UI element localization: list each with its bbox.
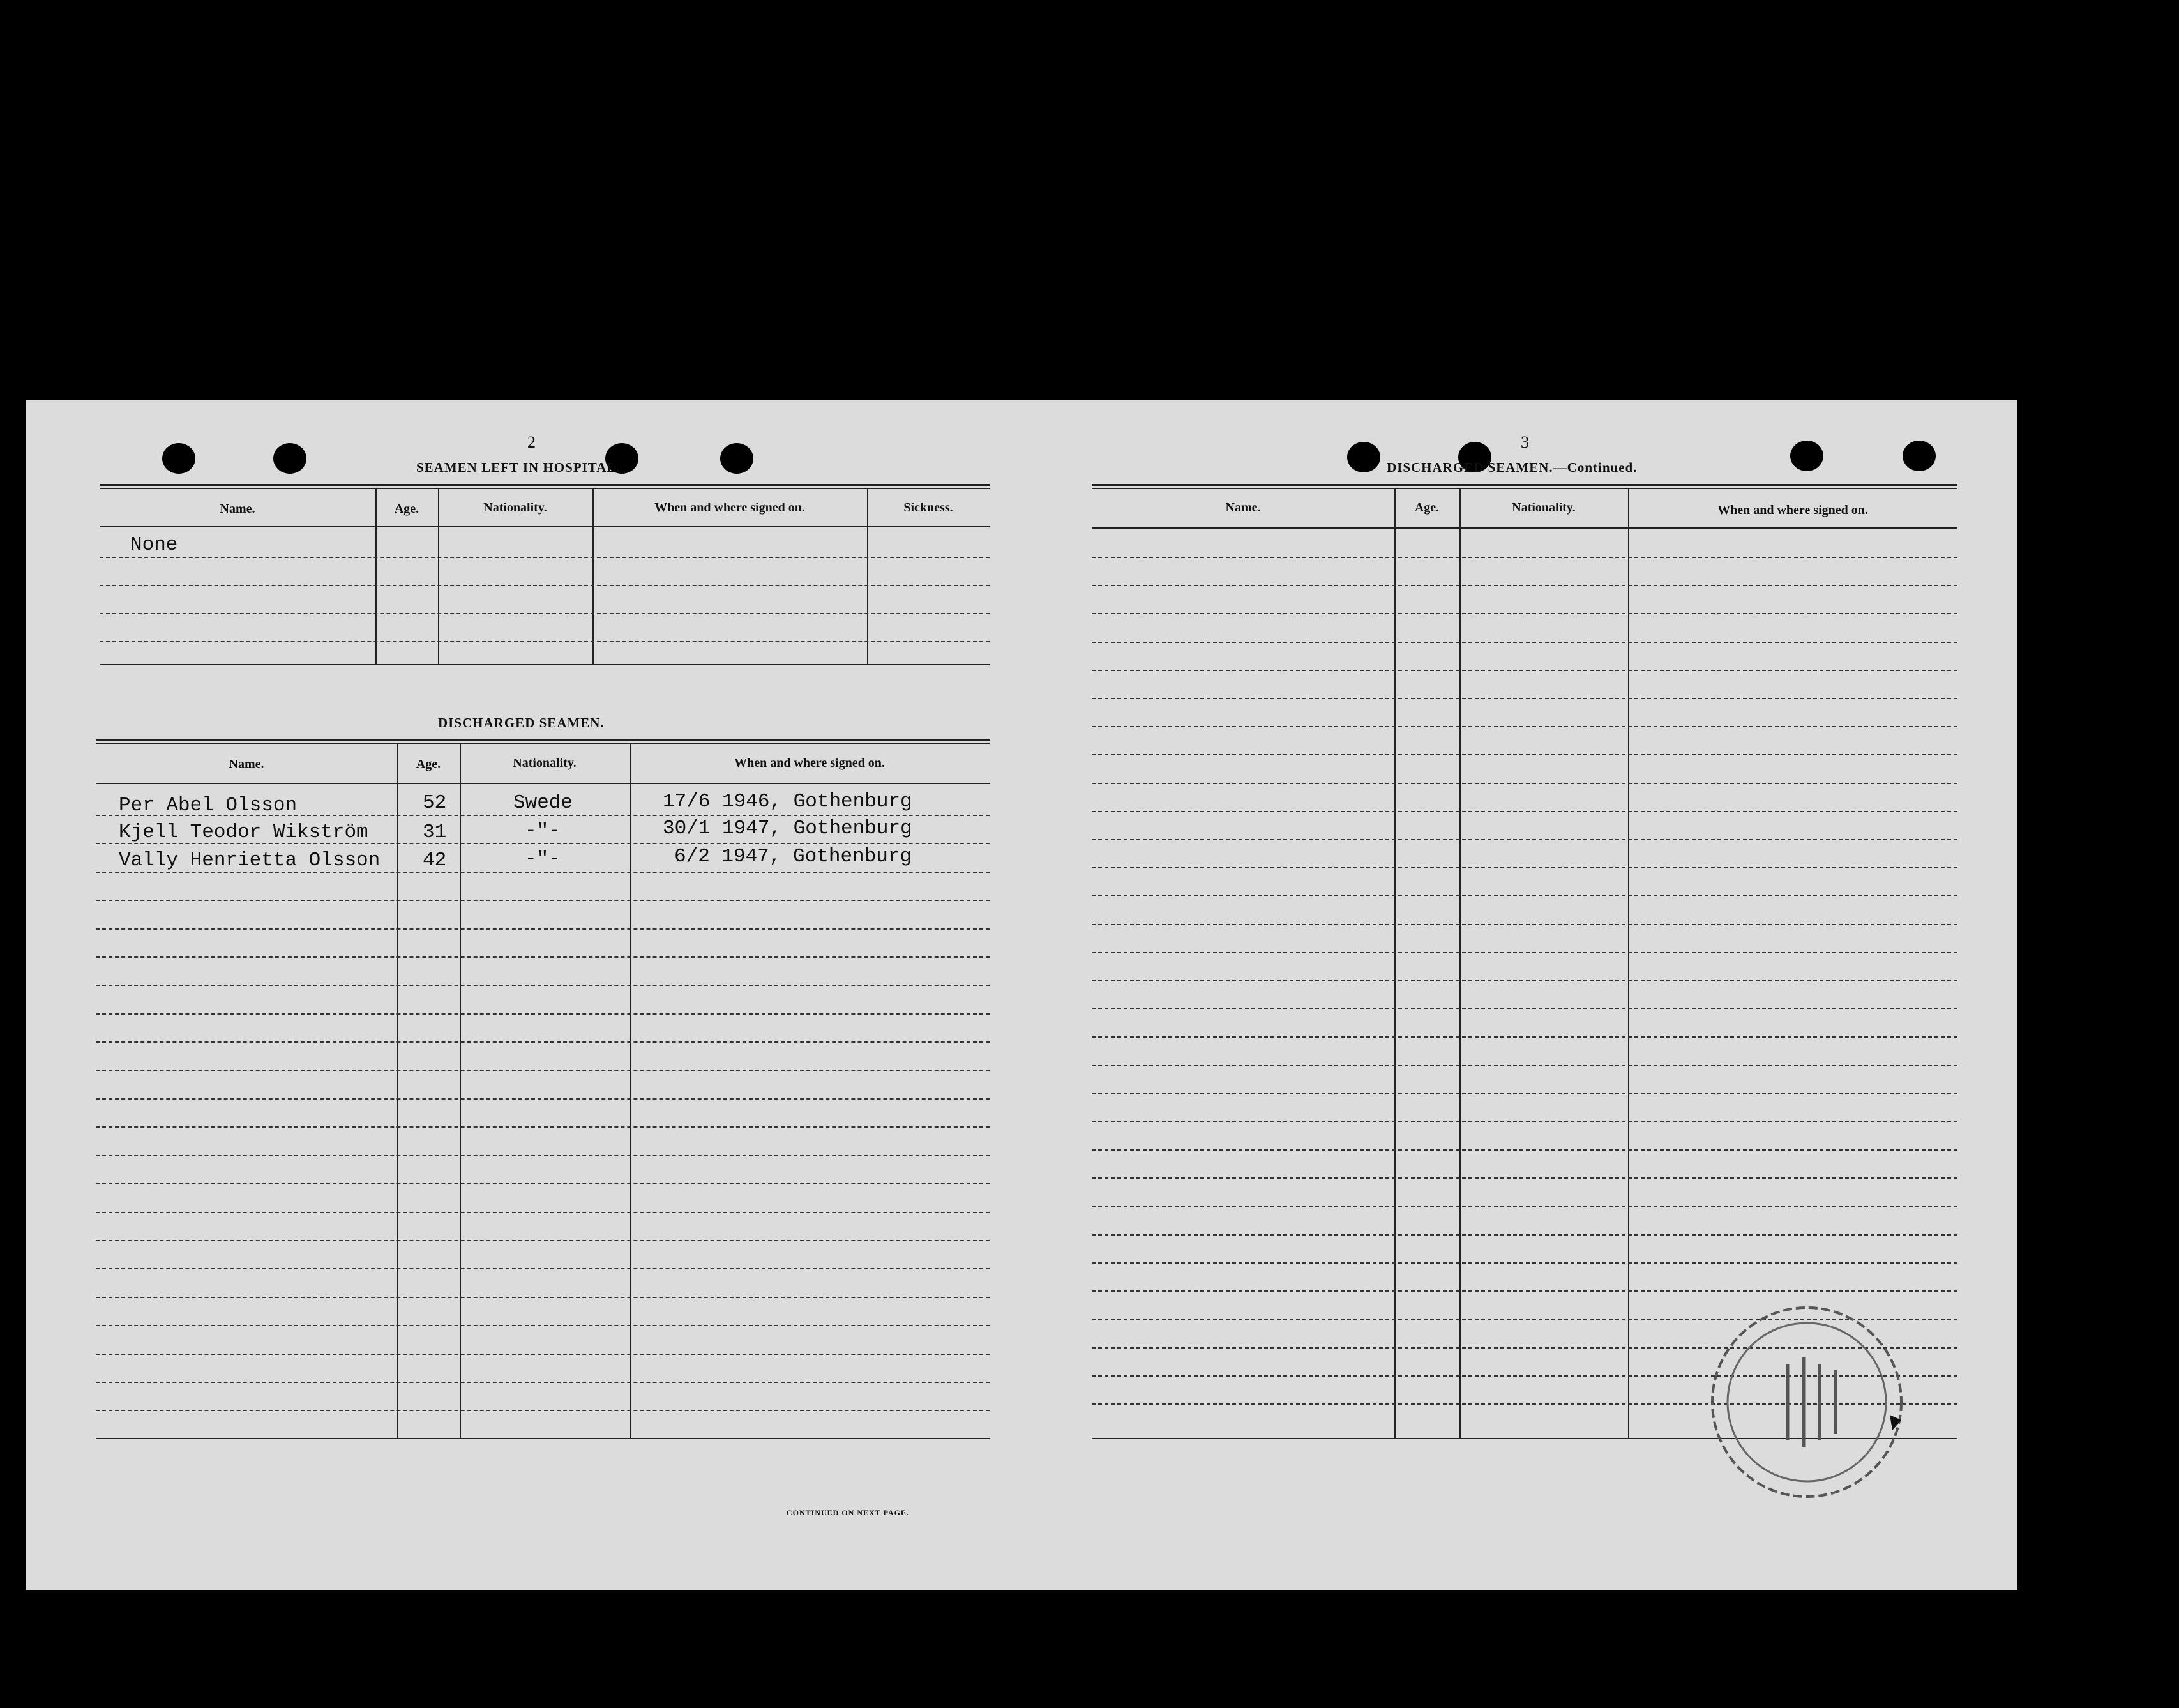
ruled-line [1092,670,1957,671]
ruled-line [1092,1262,1957,1264]
punch-hole [1903,441,1936,471]
ruled-line [96,1325,990,1326]
discharged-header-name: Name. [229,757,264,771]
ruled-line [96,900,990,901]
ruled-line [96,1268,990,1269]
ruled-line [96,1240,990,1241]
ruled-line [1092,783,1957,784]
ruled-line [96,1126,990,1128]
ruled-line [1092,557,1957,558]
discharged-table [96,739,990,1443]
hospital-header-nationality: Nationality. [483,501,547,515]
punch-hole [273,443,306,474]
hospital-header-age: Age. [394,502,419,516]
ruled-line [1092,952,1957,953]
discharged-header-age: Age. [416,757,441,771]
ruled-line [1092,1149,1957,1151]
discharged-row-age: 52 [423,792,447,814]
ruled-line [96,1382,990,1383]
page-number-right: 3 [1521,433,1529,451]
ruled-line [1092,698,1957,699]
discharged-row-name: Vally Henrietta Olsson [119,849,381,872]
ruled-line [96,1098,990,1100]
hospital-row-name: None [130,534,178,556]
hospital-header-signed-on: When and where signed on. [654,501,805,515]
ruled-line [96,1183,990,1184]
discharged-row-nationality: -"- [525,820,561,842]
hospital-header-name: Name. [220,502,255,516]
continued-header-signed-on: When and where signed on. [1717,503,1868,517]
ruled-line [1092,1036,1957,1038]
ruled-line [1092,1121,1957,1122]
ruled-line [1092,1234,1957,1236]
punch-hole [1347,442,1380,472]
punch-hole [720,443,753,474]
ruled-line [1092,811,1957,812]
ruled-line [96,1410,990,1411]
ruled-line [1092,754,1957,755]
discharged-row-signed-on: 6/2 1947, Gothenburg [674,845,912,868]
ruled-line [1092,839,1957,840]
ruled-line [1092,980,1957,981]
ruled-line [1092,1177,1957,1179]
discharged-row-signed-on: 30/1 1947, Gothenburg [663,817,912,840]
customs-stamp-icon [1698,1294,1915,1511]
discharged-row-age: 31 [423,821,447,843]
continued-header-age: Age. [1414,501,1440,515]
page-number-left: 2 [527,433,536,451]
ruled-line [1092,1093,1957,1094]
continued-header-nationality: Nationality. [1512,501,1576,515]
discharged-header-signed-on: When and where signed on. [734,756,885,770]
ruled-line [96,872,990,873]
discharged-row-name: Kjell Teodor Wikström [119,821,368,843]
ruled-line [96,1354,990,1355]
ruled-line [96,1212,990,1213]
hospital-section-title: SEAMEN LEFT IN HOSPITAL. [416,460,621,475]
punch-hole [162,443,195,474]
discharged-continued-title: DISCHARGED SEAMEN.—Continued. [1387,460,1638,475]
ruled-line [96,1041,990,1043]
table-bottom-rule [96,1438,990,1439]
discharged-row-nationality: Swede [513,792,573,814]
ruled-line [96,1297,990,1298]
ruled-line [96,956,990,958]
discharged-row-name: Per Abel Olsson [119,794,298,817]
ruled-line [96,1155,990,1156]
ruled-line [1092,1008,1957,1009]
ruled-line [1092,585,1957,586]
discharged-row-age: 42 [423,849,447,872]
ruled-line [1092,924,1957,925]
ruled-line [1092,642,1957,643]
continued-footer: CONTINUED ON NEXT PAGE. [787,1508,909,1517]
hospital-header-sickness: Sickness. [903,501,953,515]
ruled-line [1092,867,1957,868]
discharged-row-nationality: -"- [525,848,561,870]
ruled-line [96,1013,990,1015]
discharged-row-signed-on: 17/6 1946, Gothenburg [663,790,912,813]
ruled-line [1092,613,1957,614]
ruled-line [1092,1065,1957,1066]
discharged-header-nationality: Nationality. [513,756,577,770]
hospital-table [100,484,990,669]
ruled-line [96,928,990,930]
ruled-line [1092,1206,1957,1207]
document-sheet [26,400,2017,1590]
ruled-line [1092,1290,1957,1292]
discharged-section-title: DISCHARGED SEAMEN. [438,715,605,730]
ruled-line [96,985,990,986]
punch-hole [1790,441,1823,471]
ruled-line [1092,895,1957,896]
ruled-line [1092,726,1957,727]
ruled-line [96,1070,990,1071]
continued-header-name: Name. [1225,501,1261,515]
